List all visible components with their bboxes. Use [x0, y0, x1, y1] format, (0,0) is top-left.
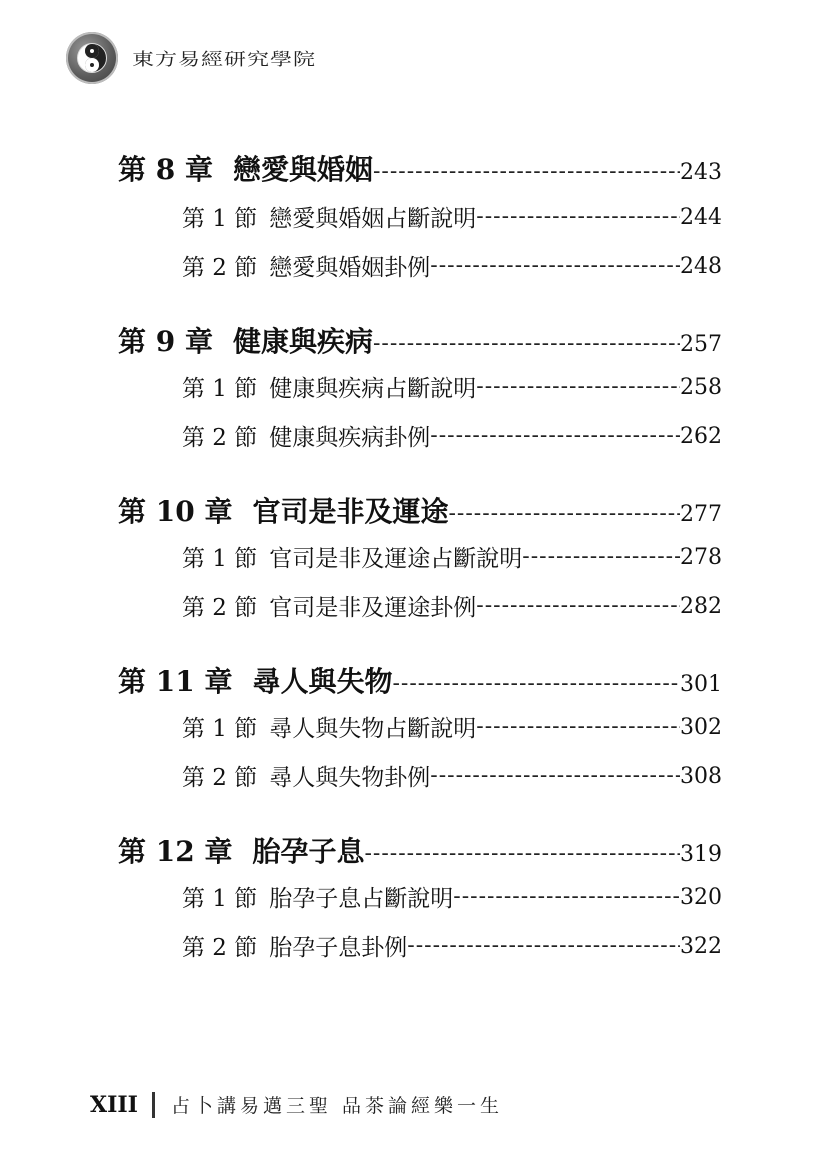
page-number: 319	[680, 842, 722, 867]
divider	[152, 1092, 155, 1118]
dot-leader	[453, 886, 680, 908]
series-title: 東方易經研究學院	[132, 49, 317, 70]
section-heading	[182, 370, 476, 403]
section-heading	[182, 419, 430, 452]
toc-section	[182, 540, 722, 573]
dot-leader	[392, 673, 680, 695]
dot-leader	[476, 376, 680, 398]
chapter-number: 第 9 章	[118, 325, 213, 358]
page-number: 248	[680, 254, 722, 279]
page-header	[66, 30, 316, 86]
section-title: 胎孕子息占斷說明	[269, 886, 454, 912]
toc-section	[182, 929, 722, 962]
page-number: 277	[680, 502, 722, 527]
toc-chapter	[118, 148, 722, 188]
page-number: 302	[680, 715, 722, 740]
toc-chapter	[118, 660, 722, 700]
dot-leader	[476, 716, 680, 738]
page-number: 258	[680, 375, 722, 400]
dot-leader	[373, 333, 680, 355]
toc-chapter	[118, 830, 722, 870]
chapter-title: 胎孕子息	[252, 835, 365, 868]
toc-section	[182, 589, 722, 622]
toc-section	[182, 200, 722, 233]
dot-leader	[476, 206, 680, 228]
page-number: 308	[680, 764, 722, 789]
dot-leader	[407, 935, 680, 957]
dot-leader	[522, 546, 680, 568]
chapter-heading	[118, 490, 448, 530]
section-heading	[182, 880, 453, 913]
dot-leader	[373, 161, 680, 183]
dot-leader	[476, 595, 680, 617]
toc-section	[182, 249, 722, 282]
section-heading	[182, 200, 476, 233]
chapter-number: 第 8 章	[118, 153, 213, 186]
section-title: 官司是非及運途占斷說明	[269, 546, 523, 572]
page-number: 243	[680, 160, 722, 185]
page-number: 282	[680, 594, 722, 619]
page-number: 278	[680, 545, 722, 570]
dot-leader	[430, 425, 680, 447]
section-title: 健康與疾病卦例	[269, 425, 431, 451]
dot-leader	[430, 255, 680, 277]
toc-section	[182, 759, 722, 792]
page-number: 257	[680, 332, 722, 357]
section-heading	[182, 589, 476, 622]
chapter-number: 第 11 章	[118, 665, 233, 698]
chapter-number: 第 12 章	[118, 835, 233, 868]
section-title: 官司是非及運途卦例	[269, 595, 477, 621]
chapter-heading	[118, 830, 364, 870]
page-number: 262	[680, 424, 722, 449]
section-number: 第 1 節	[182, 546, 258, 572]
chapter-heading	[118, 660, 392, 700]
chapter-heading	[118, 148, 373, 188]
toc-section	[182, 370, 722, 403]
page-number: 301	[680, 672, 722, 697]
section-number: 第 1 節	[182, 716, 258, 742]
dot-leader	[448, 503, 680, 525]
page-number: 322	[680, 934, 722, 959]
section-title: 尋人與失物卦例	[269, 765, 431, 791]
section-title: 胎孕子息卦例	[269, 935, 408, 961]
section-number: 第 2 節	[182, 425, 258, 451]
section-number: 第 1 節	[182, 206, 258, 232]
section-title: 戀愛與婚姻卦例	[269, 255, 431, 281]
dot-leader	[364, 843, 680, 865]
yin-yang-icon	[77, 43, 107, 73]
section-title: 健康與疾病占斷說明	[269, 376, 477, 402]
section-number: 第 2 節	[182, 595, 258, 621]
chapter-title: 健康與疾病	[232, 325, 373, 358]
section-heading	[182, 540, 522, 573]
dot-leader	[430, 765, 680, 787]
section-number: 第 2 節	[182, 935, 258, 961]
section-title: 尋人與失物占斷說明	[269, 716, 477, 742]
section-heading	[182, 249, 430, 282]
page-footer	[90, 1091, 503, 1118]
chapter-heading	[118, 320, 373, 360]
section-heading	[182, 710, 476, 743]
chapter-title: 戀愛與婚姻	[232, 153, 373, 186]
toc-chapter	[118, 490, 722, 530]
page-number: 244	[680, 205, 722, 230]
page-number: 320	[680, 885, 722, 910]
section-number: 第 1 節	[182, 886, 258, 912]
chapter-title: 官司是非及運途	[252, 495, 449, 528]
section-heading	[182, 929, 407, 962]
chapter-title: 尋人與失物	[252, 665, 393, 698]
section-title: 戀愛與婚姻占斷說明	[269, 206, 477, 232]
section-number: 第 2 節	[182, 765, 258, 791]
toc-chapter	[118, 320, 722, 360]
running-title: 占卜講易邁三聖 品茶論經樂一生	[170, 1095, 503, 1117]
section-number: 第 2 節	[182, 255, 258, 281]
logo	[66, 32, 118, 84]
toc-section	[182, 419, 722, 452]
chapter-number: 第 10 章	[118, 495, 233, 528]
section-number: 第 1 節	[182, 376, 258, 402]
folio-number: XIII	[90, 1091, 138, 1118]
toc-section	[182, 880, 722, 913]
toc-section	[182, 710, 722, 743]
section-heading	[182, 759, 430, 792]
